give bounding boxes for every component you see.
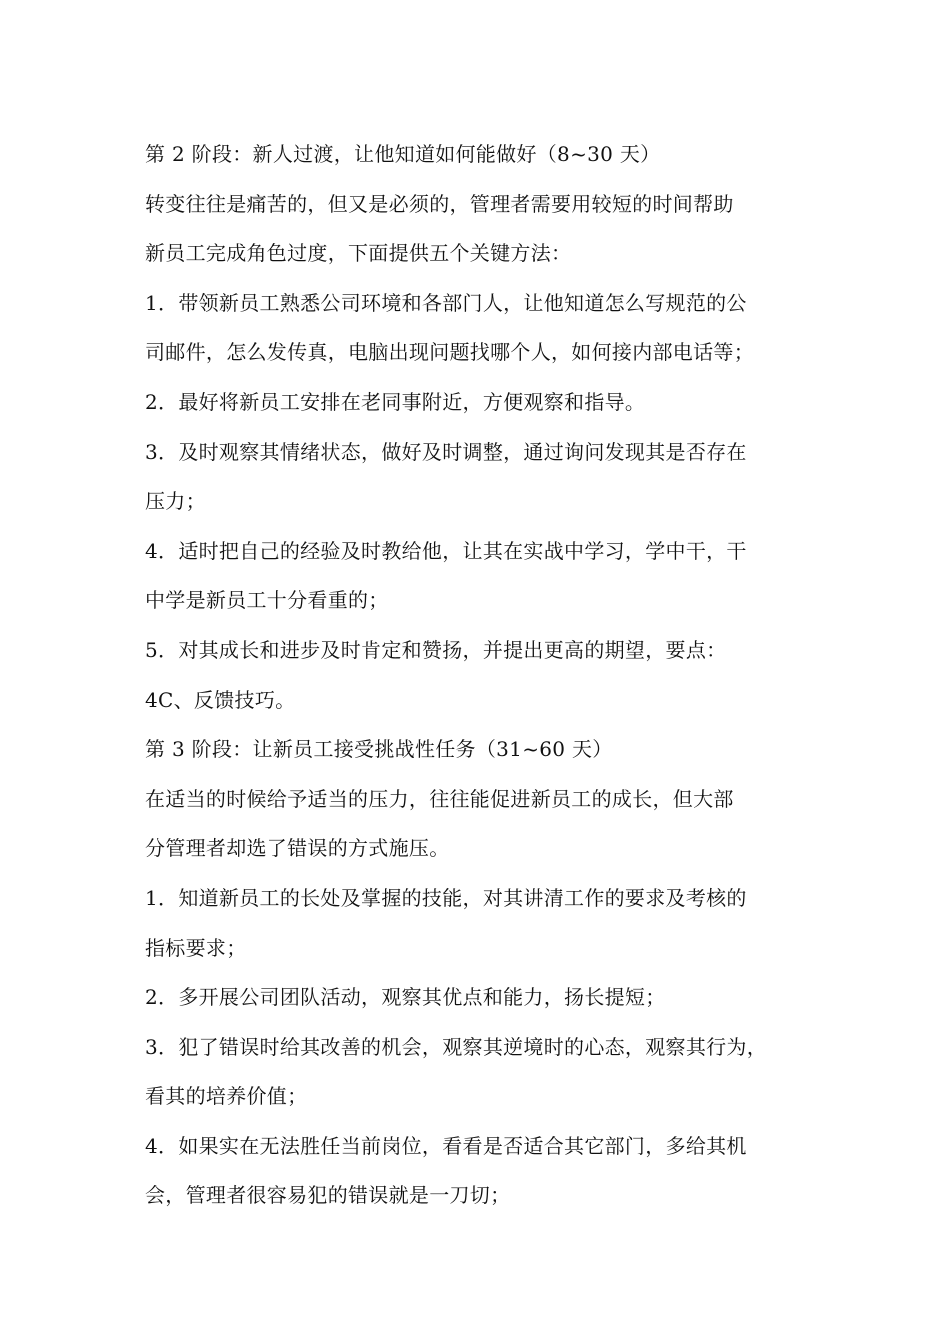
list-item-5: 5．对其成长和进步及时肯定和赞扬，并提出更高的期望，要点： [145, 637, 727, 662]
list-item-4-cont: 中学是新员工十分看重的； [145, 588, 389, 613]
list-item-2: 2．多开展公司团队活动，观察其优点和能力，扬长提短； [145, 985, 666, 1010]
paragraph-line: 分管理者却选了错误的方式施压。 [145, 836, 450, 861]
list-item-4: 4．如果实在无法胜任当前岗位，看看是否适合其它部门，多给其机 [145, 1133, 747, 1158]
list-item-2: 2．最好将新员工安排在老同事附近，方便观察和指导。 [145, 389, 646, 414]
list-item-1: 1．带领新员工熟悉公司环境和各部门人，让他知道怎么写规范的公 [145, 290, 747, 315]
stage-2-heading: 第 2 阶段：新人过渡，让他知道如何能做好（8~30 天） [145, 142, 661, 166]
paragraph-line: 新员工完成角色过度，下面提供五个关键方法： [145, 241, 572, 266]
list-item-4: 4．适时把自己的经验及时教给他，让其在实战中学习，学中干，干 [145, 538, 747, 563]
list-item-5-cont: 4C、反馈技巧。 [145, 687, 296, 712]
list-item-3-cont: 压力； [145, 489, 206, 514]
body-text [145, 130, 825, 1221]
list-item-4-cont: 会，管理者很容易犯的错误就是一刀切； [145, 1183, 511, 1208]
paragraph-line: 转变往往是痛苦的，但又是必须的，管理者需要用较短的时间帮助 [145, 191, 734, 216]
list-item-1-cont: 司邮件，怎么发传真，电脑出现问题找哪个人，如何接内部电话等； [145, 340, 754, 365]
list-item-1: 1．知道新员工的长处及掌握的技能，对其讲清工作的要求及考核的 [145, 885, 747, 910]
list-item-3: 3．及时观察其情绪状态，做好及时调整，通过询问发现其是否存在 [145, 439, 747, 464]
list-item-3: 3．犯了错误时给其改善的机会，观察其逆境时的心态，观察其行为， [145, 1034, 768, 1059]
list-item-3-cont: 看其的培养价值； [145, 1084, 308, 1109]
stage-3-heading: 第 3 阶段：让新员工接受挑战性任务（31~60 天） [145, 737, 613, 762]
paragraph-line: 在适当的时候给予适当的压力，往往能促进新员工的成长，但大部 [145, 786, 734, 811]
list-item-1-cont: 指标要求； [145, 935, 247, 960]
